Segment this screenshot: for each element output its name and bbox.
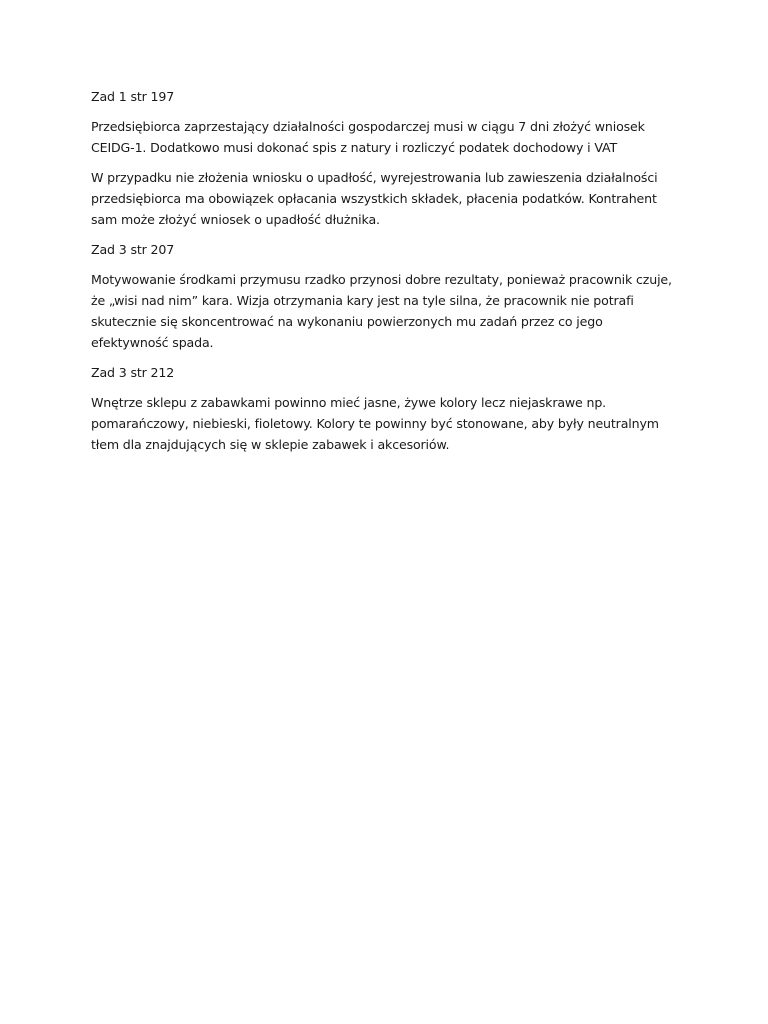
section-heading: Zad 1 str 197 bbox=[91, 89, 175, 104]
section-heading: Zad 3 str 207 bbox=[91, 242, 175, 257]
paragraph: W przypadku nie złożenia wniosku o upadłość, wyrejestrowania lub zawieszenia działalności przedsiębiorca ma obowiązek opłacania wszystkich składek, płacenia podatków. Kontrahent sam może złożyć wniosek o upadłość dłużnika. bbox=[91, 170, 658, 227]
document-body bbox=[91, 86, 681, 464]
paragraph: Wnętrze sklepu z zabawkami powinno mieć jasne, żywe kolory lecz niejaskrawe np. pomarańczowy, niebieski, fioletowy. Kolory te powinny być stonowane, aby były neutralnym tłem dla znajdujących się w sklepie zabawek i akcesoriów. bbox=[91, 395, 659, 452]
paragraph: Motywowanie środkami przymusu rzadko przynosi dobre rezultaty, ponieważ pracownik czuje, że „wisi nad nim” kara. Wizja otrzymania kary jest na tyle silna, że pracownik nie potrafi skutecznie się skoncentrować na wykonaniu powierzonych mu zadań przez co jego efektywność spada. bbox=[91, 272, 672, 350]
section-heading: Zad 3 str 212 bbox=[91, 365, 175, 380]
paragraph: Przedsiębiorca zaprzestający działalności gospodarczej musi w ciągu 7 dni złożyć wniosek CEIDG-1. Dodatkowo musi dokonać spis z natury i rozliczyć podatek dochodowy i VAT bbox=[91, 119, 645, 155]
